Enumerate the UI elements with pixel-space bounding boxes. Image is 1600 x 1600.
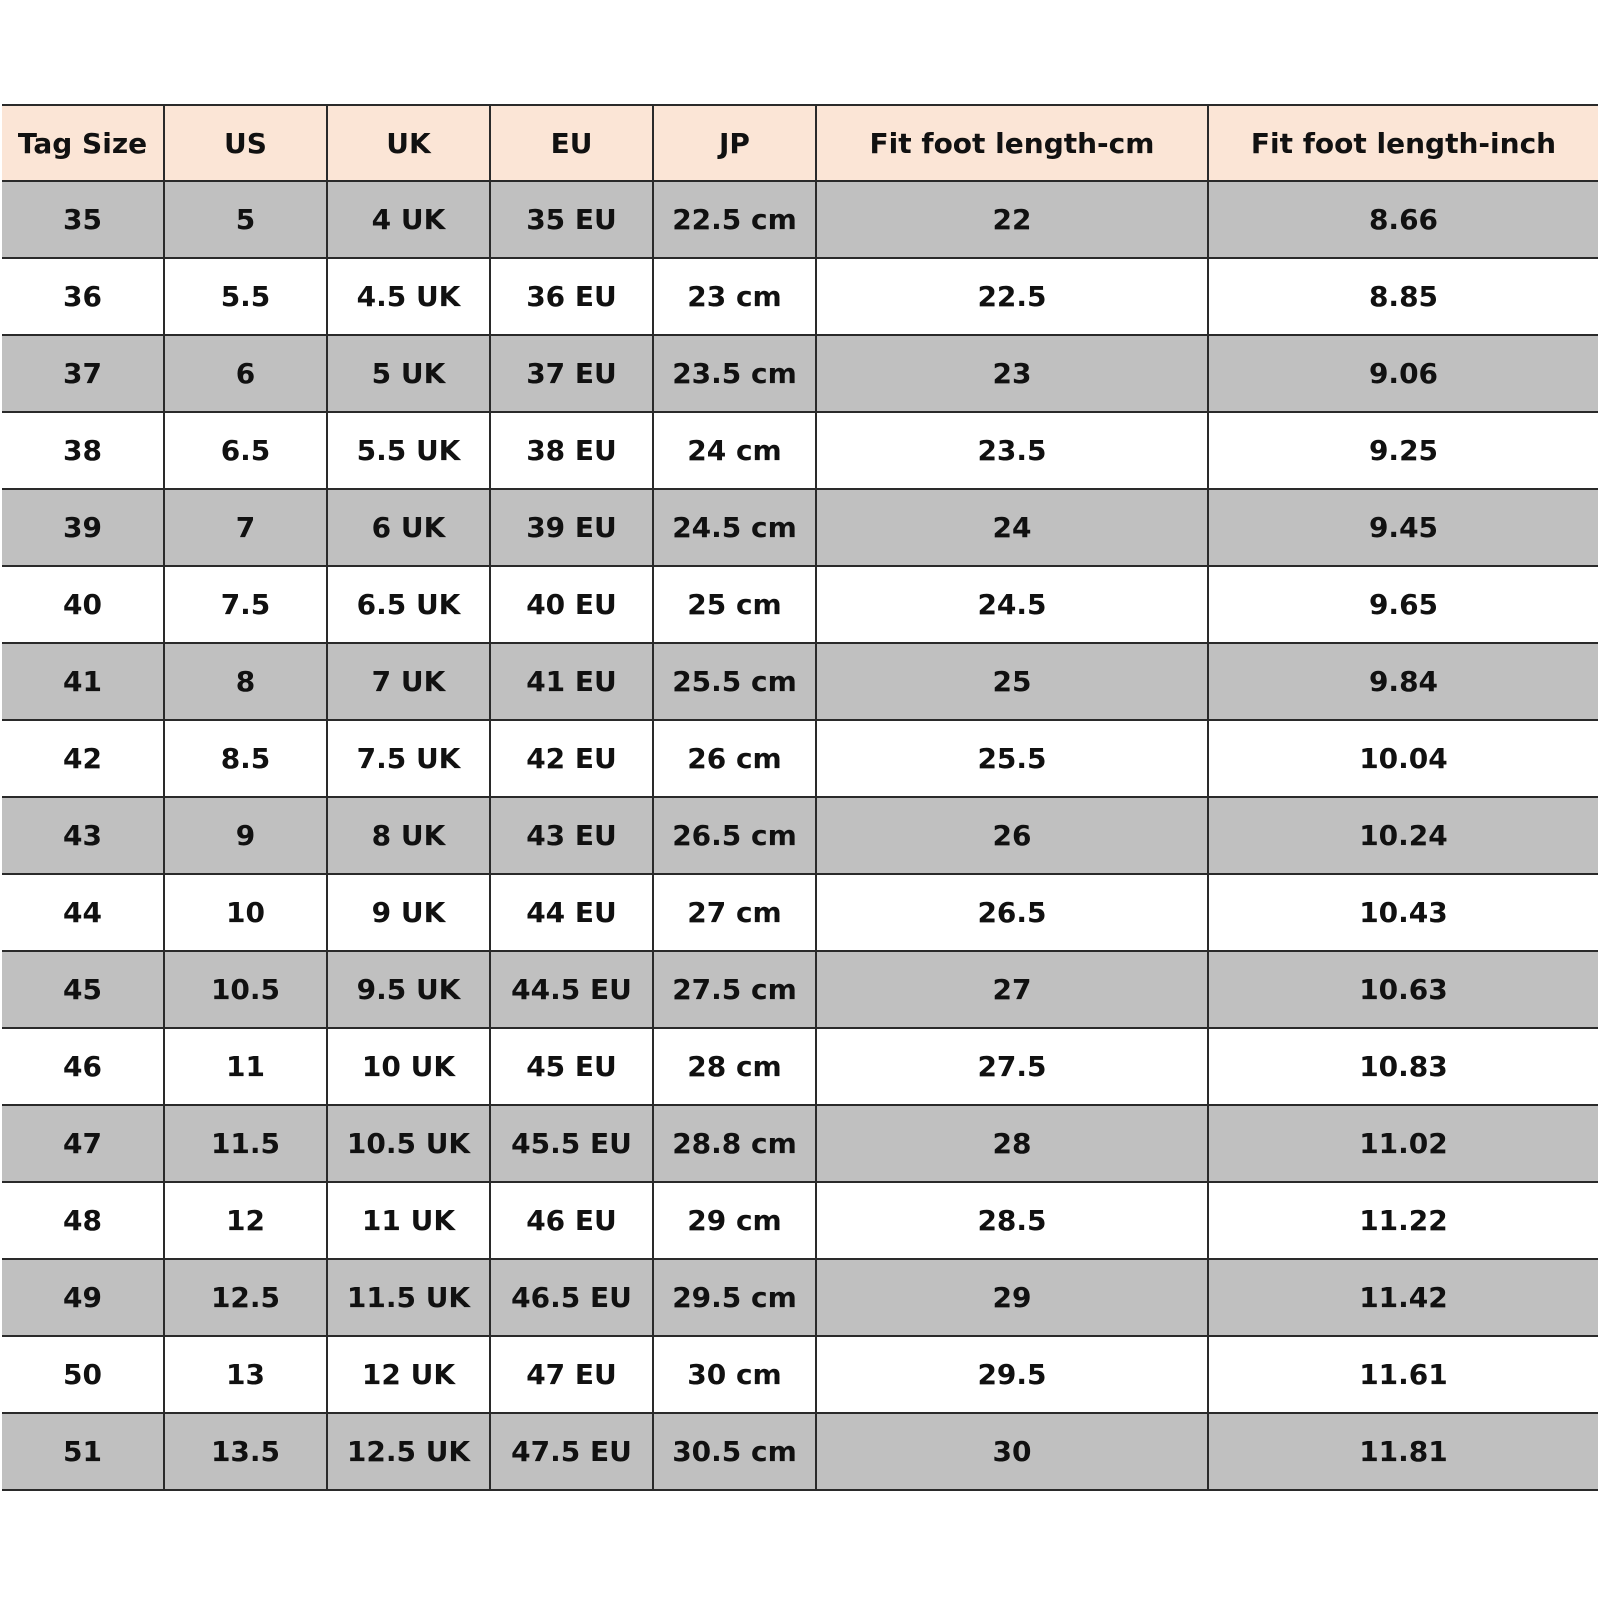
cell-tag-size: 44 xyxy=(2,874,164,951)
cell-uk: 4 UK xyxy=(327,181,490,258)
cell-fit-foot-length-cm: 24 xyxy=(816,489,1208,566)
cell-tag-size: 49 xyxy=(2,1259,164,1336)
cell-fit-foot-length-inch: 11.42 xyxy=(1208,1259,1598,1336)
cell-us: 12.5 xyxy=(164,1259,327,1336)
cell-eu: 45.5 EU xyxy=(490,1105,653,1182)
header-tag-size: Tag Size xyxy=(2,105,164,181)
cell-fit-foot-length-inch: 9.25 xyxy=(1208,412,1598,489)
cell-us: 7 xyxy=(164,489,327,566)
cell-eu: 38 EU xyxy=(490,412,653,489)
cell-jp: 26.5 cm xyxy=(653,797,816,874)
cell-jp: 25.5 cm xyxy=(653,643,816,720)
cell-uk: 11 UK xyxy=(327,1182,490,1259)
cell-uk: 11.5 UK xyxy=(327,1259,490,1336)
cell-tag-size: 42 xyxy=(2,720,164,797)
cell-fit-foot-length-cm: 26 xyxy=(816,797,1208,874)
cell-fit-foot-length-inch: 9.45 xyxy=(1208,489,1598,566)
cell-eu: 47 EU xyxy=(490,1336,653,1413)
cell-fit-foot-length-cm: 29 xyxy=(816,1259,1208,1336)
cell-jp: 28.8 cm xyxy=(653,1105,816,1182)
cell-us: 10 xyxy=(164,874,327,951)
cell-fit-foot-length-cm: 30 xyxy=(816,1413,1208,1490)
cell-tag-size: 46 xyxy=(2,1028,164,1105)
cell-uk: 9 UK xyxy=(327,874,490,951)
table-row xyxy=(2,412,1598,489)
header-fit-foot-length-inch: Fit foot length-inch xyxy=(1208,105,1598,181)
cell-eu: 42 EU xyxy=(490,720,653,797)
cell-eu: 44.5 EU xyxy=(490,951,653,1028)
cell-tag-size: 38 xyxy=(2,412,164,489)
table-row xyxy=(2,489,1598,566)
cell-fit-foot-length-cm: 24.5 xyxy=(816,566,1208,643)
cell-uk: 6 UK xyxy=(327,489,490,566)
header-fit-foot-length-cm: Fit foot length-cm xyxy=(816,105,1208,181)
cell-jp: 26 cm xyxy=(653,720,816,797)
cell-fit-foot-length-inch: 9.06 xyxy=(1208,335,1598,412)
cell-fit-foot-length-cm: 28 xyxy=(816,1105,1208,1182)
cell-tag-size: 43 xyxy=(2,797,164,874)
cell-fit-foot-length-inch: 10.63 xyxy=(1208,951,1598,1028)
table-row xyxy=(2,1413,1598,1490)
cell-us: 13 xyxy=(164,1336,327,1413)
cell-jp: 29 cm xyxy=(653,1182,816,1259)
header-us: US xyxy=(164,105,327,181)
cell-uk: 10 UK xyxy=(327,1028,490,1105)
cell-eu: 41 EU xyxy=(490,643,653,720)
cell-tag-size: 39 xyxy=(2,489,164,566)
cell-us: 13.5 xyxy=(164,1413,327,1490)
cell-fit-foot-length-cm: 22.5 xyxy=(816,258,1208,335)
cell-jp: 24.5 cm xyxy=(653,489,816,566)
cell-uk: 4.5 UK xyxy=(327,258,490,335)
cell-us: 5 xyxy=(164,181,327,258)
cell-fit-foot-length-cm: 25 xyxy=(816,643,1208,720)
table-row xyxy=(2,335,1598,412)
cell-fit-foot-length-cm: 28.5 xyxy=(816,1182,1208,1259)
table-row xyxy=(2,874,1598,951)
cell-fit-foot-length-inch: 9.65 xyxy=(1208,566,1598,643)
cell-tag-size: 37 xyxy=(2,335,164,412)
table-row xyxy=(2,643,1598,720)
cell-fit-foot-length-inch: 10.04 xyxy=(1208,720,1598,797)
cell-fit-foot-length-inch: 10.43 xyxy=(1208,874,1598,951)
cell-eu: 39 EU xyxy=(490,489,653,566)
cell-uk: 5 UK xyxy=(327,335,490,412)
table-row xyxy=(2,720,1598,797)
cell-jp: 29.5 cm xyxy=(653,1259,816,1336)
cell-us: 11 xyxy=(164,1028,327,1105)
cell-uk: 8 UK xyxy=(327,797,490,874)
cell-fit-foot-length-inch: 8.85 xyxy=(1208,258,1598,335)
cell-uk: 12.5 UK xyxy=(327,1413,490,1490)
cell-jp: 28 cm xyxy=(653,1028,816,1105)
cell-fit-foot-length-inch: 10.24 xyxy=(1208,797,1598,874)
cell-fit-foot-length-cm: 27 xyxy=(816,951,1208,1028)
cell-us: 8 xyxy=(164,643,327,720)
cell-fit-foot-length-inch: 11.22 xyxy=(1208,1182,1598,1259)
cell-jp: 30 cm xyxy=(653,1336,816,1413)
cell-tag-size: 36 xyxy=(2,258,164,335)
cell-fit-foot-length-cm: 27.5 xyxy=(816,1028,1208,1105)
cell-jp: 22.5 cm xyxy=(653,181,816,258)
cell-us: 5.5 xyxy=(164,258,327,335)
cell-fit-foot-length-cm: 26.5 xyxy=(816,874,1208,951)
cell-eu: 35 EU xyxy=(490,181,653,258)
cell-eu: 46.5 EU xyxy=(490,1259,653,1336)
cell-uk: 7.5 UK xyxy=(327,720,490,797)
table-row xyxy=(2,1182,1598,1259)
cell-fit-foot-length-cm: 29.5 xyxy=(816,1336,1208,1413)
cell-tag-size: 48 xyxy=(2,1182,164,1259)
cell-tag-size: 41 xyxy=(2,643,164,720)
cell-tag-size: 40 xyxy=(2,566,164,643)
table-row xyxy=(2,258,1598,335)
table-row xyxy=(2,951,1598,1028)
table-body xyxy=(2,181,1598,1490)
cell-eu: 44 EU xyxy=(490,874,653,951)
cell-fit-foot-length-cm: 22 xyxy=(816,181,1208,258)
cell-fit-foot-length-inch: 9.84 xyxy=(1208,643,1598,720)
cell-uk: 6.5 UK xyxy=(327,566,490,643)
table-row xyxy=(2,1105,1598,1182)
cell-uk: 5.5 UK xyxy=(327,412,490,489)
cell-fit-foot-length-cm: 23 xyxy=(816,335,1208,412)
cell-us: 12 xyxy=(164,1182,327,1259)
table-row xyxy=(2,797,1598,874)
cell-us: 8.5 xyxy=(164,720,327,797)
cell-us: 6.5 xyxy=(164,412,327,489)
cell-fit-foot-length-inch: 8.66 xyxy=(1208,181,1598,258)
cell-us: 11.5 xyxy=(164,1105,327,1182)
cell-us: 7.5 xyxy=(164,566,327,643)
cell-tag-size: 47 xyxy=(2,1105,164,1182)
cell-fit-foot-length-cm: 25.5 xyxy=(816,720,1208,797)
cell-fit-foot-length-inch: 11.02 xyxy=(1208,1105,1598,1182)
cell-fit-foot-length-cm: 23.5 xyxy=(816,412,1208,489)
cell-jp: 23 cm xyxy=(653,258,816,335)
cell-eu: 45 EU xyxy=(490,1028,653,1105)
cell-us: 9 xyxy=(164,797,327,874)
cell-tag-size: 45 xyxy=(2,951,164,1028)
table-row xyxy=(2,1259,1598,1336)
cell-fit-foot-length-inch: 10.83 xyxy=(1208,1028,1598,1105)
cell-jp: 24 cm xyxy=(653,412,816,489)
size-chart-table xyxy=(2,104,1598,1491)
cell-eu: 40 EU xyxy=(490,566,653,643)
header-uk: UK xyxy=(327,105,490,181)
header-row xyxy=(2,105,1598,181)
cell-eu: 47.5 EU xyxy=(490,1413,653,1490)
cell-jp: 23.5 cm xyxy=(653,335,816,412)
cell-eu: 36 EU xyxy=(490,258,653,335)
cell-eu: 46 EU xyxy=(490,1182,653,1259)
cell-uk: 10.5 UK xyxy=(327,1105,490,1182)
cell-us: 6 xyxy=(164,335,327,412)
cell-uk: 12 UK xyxy=(327,1336,490,1413)
cell-tag-size: 51 xyxy=(2,1413,164,1490)
table-row xyxy=(2,181,1598,258)
cell-jp: 30.5 cm xyxy=(653,1413,816,1490)
table-header xyxy=(2,105,1598,181)
cell-jp: 27 cm xyxy=(653,874,816,951)
cell-uk: 7 UK xyxy=(327,643,490,720)
cell-tag-size: 35 xyxy=(2,181,164,258)
cell-tag-size: 50 xyxy=(2,1336,164,1413)
cell-jp: 25 cm xyxy=(653,566,816,643)
table-row xyxy=(2,1028,1598,1105)
cell-fit-foot-length-inch: 11.81 xyxy=(1208,1413,1598,1490)
cell-eu: 43 EU xyxy=(490,797,653,874)
cell-us: 10.5 xyxy=(164,951,327,1028)
table-row xyxy=(2,566,1598,643)
cell-jp: 27.5 cm xyxy=(653,951,816,1028)
cell-eu: 37 EU xyxy=(490,335,653,412)
cell-uk: 9.5 UK xyxy=(327,951,490,1028)
header-eu: EU xyxy=(490,105,653,181)
header-jp: JP xyxy=(653,105,816,181)
cell-fit-foot-length-inch: 11.61 xyxy=(1208,1336,1598,1413)
table-row xyxy=(2,1336,1598,1413)
